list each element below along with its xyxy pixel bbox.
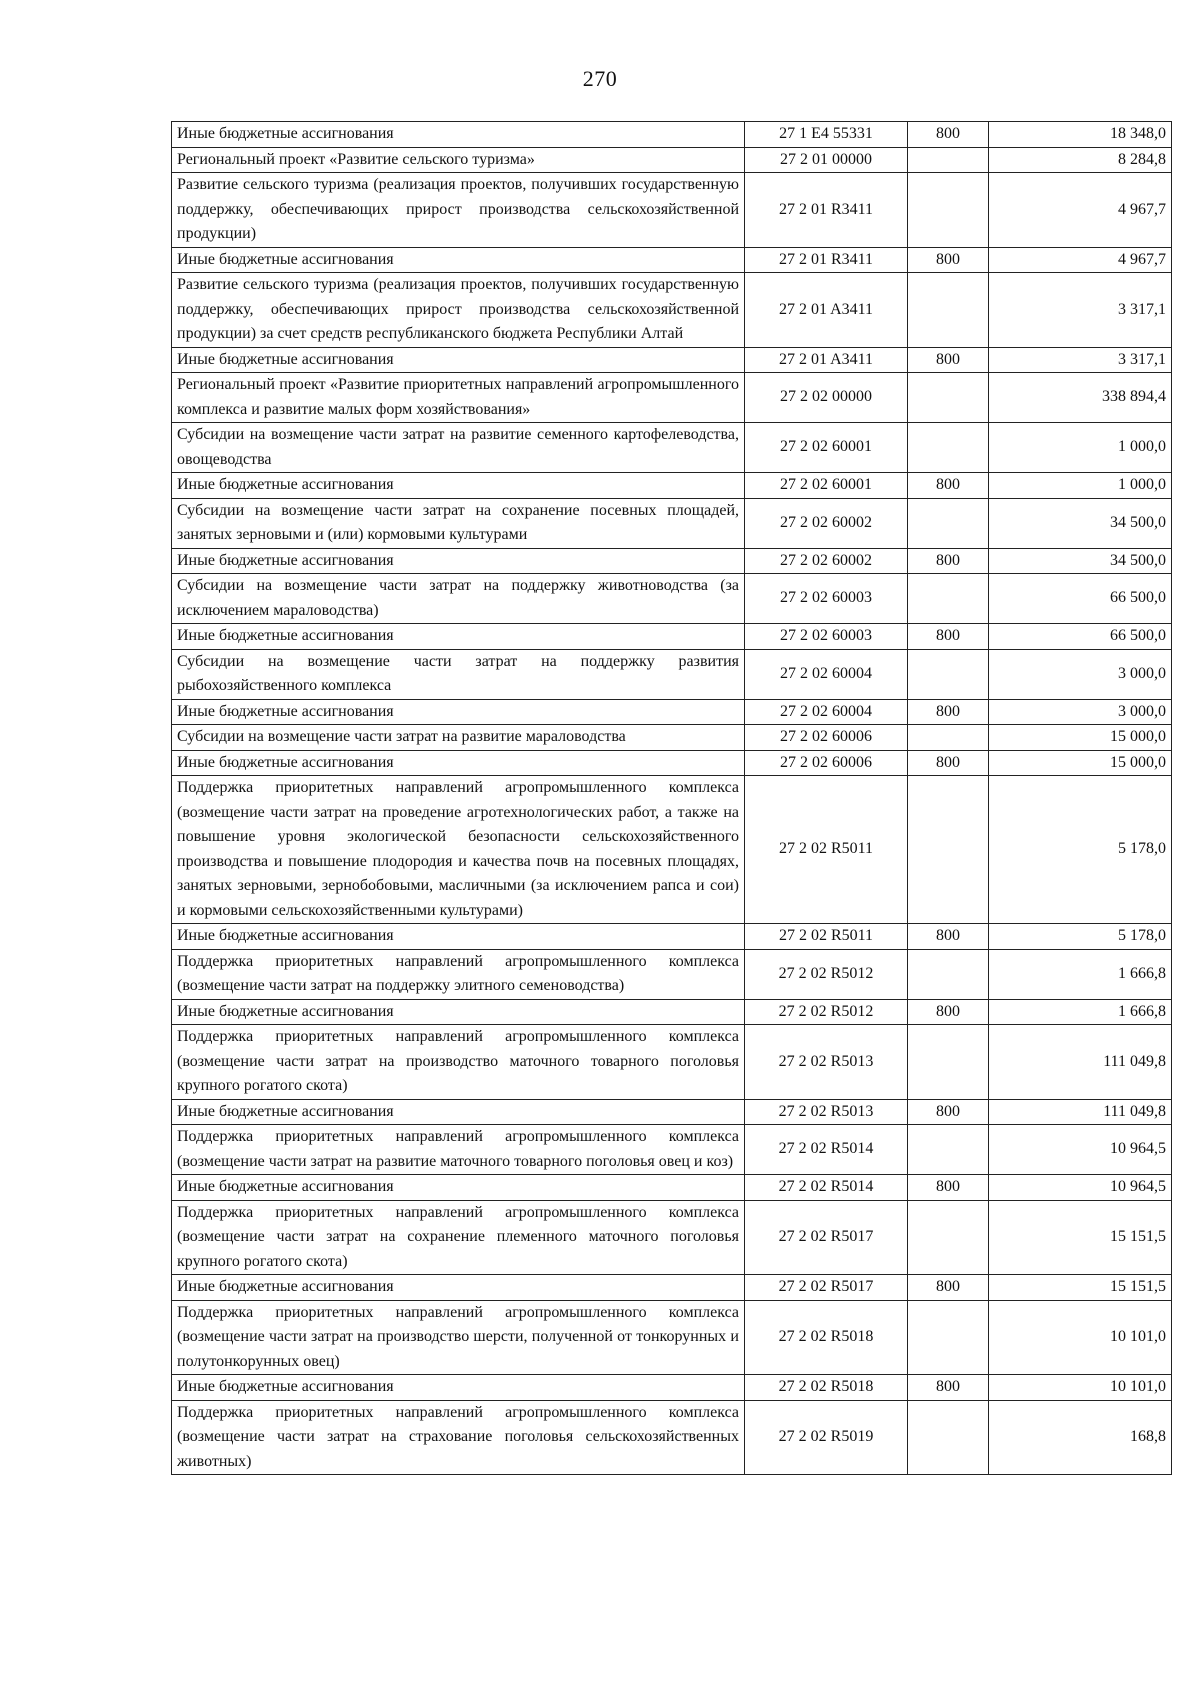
target-code: 27 2 02 R5013: [745, 1025, 908, 1100]
row-name: Поддержка приоритетных направлений агропромышленного комплекса (возмещение части затрат на страхование поголовья сельскохозяйственных животных): [172, 1400, 745, 1475]
table-row: [172, 498, 1172, 548]
row-name: Иные бюджетные ассигнования: [172, 924, 745, 950]
expense-type: [908, 1300, 989, 1375]
table-row: [172, 1125, 1172, 1175]
row-name: Иные бюджетные ассигнования: [172, 473, 745, 499]
row-name: Развитие сельского туризма (реализация проектов, получивших государственную поддержку, обеспечивающих прирост производства сельскохозяйственной продукции) за счет средств республиканского бюджета Республики Алтай: [172, 273, 745, 348]
row-name: Субсидии на возмещение части затрат на поддержку животноводства (за исключением мараловодства): [172, 574, 745, 624]
row-name: Поддержка приоритетных направлений агропромышленного комплекса (возмещение части затрат на развитие маточного товарного поголовья овец и коз): [172, 1125, 745, 1175]
target-code: 27 2 01 A3411: [745, 273, 908, 348]
amount: 34 500,0: [989, 498, 1172, 548]
expense-type: [908, 776, 989, 924]
amount: 10 964,5: [989, 1125, 1172, 1175]
table-row: [172, 1375, 1172, 1401]
expense-type: [908, 1200, 989, 1275]
table-row: [172, 725, 1172, 751]
target-code: 27 2 01 R3411: [745, 247, 908, 273]
amount: 66 500,0: [989, 624, 1172, 650]
amount: 3 000,0: [989, 699, 1172, 725]
row-name: Иные бюджетные ассигнования: [172, 347, 745, 373]
table-row: [172, 1099, 1172, 1125]
expense-type: 800: [908, 548, 989, 574]
table-row: [172, 1025, 1172, 1100]
amount: 1 000,0: [989, 473, 1172, 499]
target-code: 27 2 02 60004: [745, 699, 908, 725]
target-code: 27 2 02 R5011: [745, 924, 908, 950]
amount: 10 101,0: [989, 1300, 1172, 1375]
amount: 66 500,0: [989, 574, 1172, 624]
expense-type: [908, 1025, 989, 1100]
amount: 5 178,0: [989, 776, 1172, 924]
target-code: 27 2 02 R5013: [745, 1099, 908, 1125]
row-name: Региональный проект «Развитие сельского туризма»: [172, 147, 745, 173]
amount: 1 666,8: [989, 949, 1172, 999]
expense-type: [908, 273, 989, 348]
table-row: [172, 999, 1172, 1025]
expense-type: [908, 574, 989, 624]
target-code: 27 2 02 60001: [745, 423, 908, 473]
target-code: 27 2 02 R5018: [745, 1375, 908, 1401]
table-row: [172, 247, 1172, 273]
row-name: Иные бюджетные ассигнования: [172, 1099, 745, 1125]
target-code: 27 2 02 R5012: [745, 949, 908, 999]
expense-type: 800: [908, 699, 989, 725]
amount: 15 000,0: [989, 725, 1172, 751]
row-name: Иные бюджетные ассигнования: [172, 548, 745, 574]
amount: 4 967,7: [989, 173, 1172, 248]
table-row: [172, 1400, 1172, 1475]
amount: 168,8: [989, 1400, 1172, 1475]
expense-type: 800: [908, 122, 989, 148]
amount: 34 500,0: [989, 548, 1172, 574]
target-code: 27 2 02 60001: [745, 473, 908, 499]
expense-type: [908, 1125, 989, 1175]
target-code: 27 2 02 R5018: [745, 1300, 908, 1375]
expense-type: 800: [908, 624, 989, 650]
amount: 10 101,0: [989, 1375, 1172, 1401]
expense-type: 800: [908, 1375, 989, 1401]
expense-type: 800: [908, 999, 989, 1025]
row-name: Региональный проект «Развитие приоритетных направлений агропромышленного комплекса и развитие малых форм хозяйствования»: [172, 373, 745, 423]
table-row: [172, 699, 1172, 725]
target-code: 27 2 02 R5019: [745, 1400, 908, 1475]
table-row: [172, 574, 1172, 624]
amount: 338 894,4: [989, 373, 1172, 423]
row-name: Иные бюджетные ассигнования: [172, 1175, 745, 1201]
target-code: 27 2 02 R5017: [745, 1200, 908, 1275]
table-row: [172, 750, 1172, 776]
amount: 15 000,0: [989, 750, 1172, 776]
target-code: 27 2 02 R5017: [745, 1275, 908, 1301]
amount: 3 317,1: [989, 347, 1172, 373]
target-code: 27 2 02 60006: [745, 750, 908, 776]
table-row: [172, 273, 1172, 348]
expense-type: [908, 147, 989, 173]
budget-table-body: [172, 122, 1172, 1475]
expense-type: [908, 649, 989, 699]
table-row: [172, 1300, 1172, 1375]
amount: 8 284,8: [989, 147, 1172, 173]
row-name: Субсидии на возмещение части затрат на поддержку развития рыбохозяйственного комплекса: [172, 649, 745, 699]
expense-type: 800: [908, 1175, 989, 1201]
amount: 3 317,1: [989, 273, 1172, 348]
budget-allocation-table: [171, 121, 1172, 1475]
table-row: [172, 1175, 1172, 1201]
table-row: [172, 122, 1172, 148]
table-row: [172, 147, 1172, 173]
amount: 111 049,8: [989, 1099, 1172, 1125]
row-name: Иные бюджетные ассигнования: [172, 750, 745, 776]
table-row: [172, 373, 1172, 423]
expense-type: [908, 373, 989, 423]
amount: 10 964,5: [989, 1175, 1172, 1201]
row-name: Иные бюджетные ассигнования: [172, 1375, 745, 1401]
target-code: 27 2 02 R5014: [745, 1175, 908, 1201]
row-name: Иные бюджетные ассигнования: [172, 1275, 745, 1301]
amount: 15 151,5: [989, 1200, 1172, 1275]
table-row: [172, 1200, 1172, 1275]
table-row: [172, 173, 1172, 248]
amount: 111 049,8: [989, 1025, 1172, 1100]
row-name: Поддержка приоритетных направлений агропромышленного комплекса (возмещение части затрат на производство маточного товарного поголовья крупного рогатого скота): [172, 1025, 745, 1100]
expense-type: [908, 173, 989, 248]
expense-type: 800: [908, 750, 989, 776]
page-number: 270: [582, 66, 618, 91]
expense-type: 800: [908, 247, 989, 273]
target-code: 27 2 01 00000: [745, 147, 908, 173]
amount: 1 666,8: [989, 999, 1172, 1025]
expense-type: [908, 498, 989, 548]
table-row: [172, 548, 1172, 574]
expense-type: 800: [908, 473, 989, 499]
target-code: 27 2 02 60006: [745, 725, 908, 751]
table-row: [172, 423, 1172, 473]
row-name: Развитие сельского туризма (реализация проектов, получивших государственную поддержку, обеспечивающих прирост производства сельскохозяйственной продукции): [172, 173, 745, 248]
row-name: Субсидии на возмещение части затрат на развитие мараловодства: [172, 725, 745, 751]
row-name: Иные бюджетные ассигнования: [172, 122, 745, 148]
amount: 15 151,5: [989, 1275, 1172, 1301]
row-name: Иные бюджетные ассигнования: [172, 624, 745, 650]
table-row: [172, 924, 1172, 950]
expense-type: [908, 1400, 989, 1475]
target-code: 27 2 02 60002: [745, 548, 908, 574]
table-row: [172, 347, 1172, 373]
row-name: Поддержка приоритетных направлений агропромышленного комплекса (возмещение части затрат на производство шерсти, полученной от тонкорунных и полутонкорунных овец): [172, 1300, 745, 1375]
table-row: [172, 473, 1172, 499]
target-code: 27 1 E4 55331: [745, 122, 908, 148]
target-code: 27 2 02 60003: [745, 624, 908, 650]
target-code: 27 2 02 00000: [745, 373, 908, 423]
table-row: [172, 949, 1172, 999]
target-code: 27 2 01 R3411: [745, 173, 908, 248]
expense-type: [908, 949, 989, 999]
row-name: Иные бюджетные ассигнования: [172, 699, 745, 725]
amount: 18 348,0: [989, 122, 1172, 148]
table-row: [172, 776, 1172, 924]
expense-type: 800: [908, 1275, 989, 1301]
row-name: Субсидии на возмещение части затрат на развитие семенного картофелеводства, овощеводства: [172, 423, 745, 473]
target-code: 27 2 02 60004: [745, 649, 908, 699]
target-code: 27 2 02 60002: [745, 498, 908, 548]
expense-type: [908, 725, 989, 751]
row-name: Поддержка приоритетных направлений агропромышленного комплекса (возмещение части затрат на проведение агротехнологических работ, а также на повышение уровня экологической безопасности сельскохозяйственного производства и повышение плодородия и качества почв на посевных площадях, занятых зерновыми, зернобобовыми, масличными (за исключением рапса и сои) и кормовыми сельскохозяйственными культурами): [172, 776, 745, 924]
table-row: [172, 1275, 1172, 1301]
table-row: [172, 649, 1172, 699]
target-code: 27 2 02 60003: [745, 574, 908, 624]
row-name: Поддержка приоритетных направлений агропромышленного комплекса (возмещение части затрат на сохранение племенного маточного поголовья крупного рогатого скота): [172, 1200, 745, 1275]
target-code: 27 2 02 R5012: [745, 999, 908, 1025]
expense-type: 800: [908, 924, 989, 950]
table-row: [172, 624, 1172, 650]
expense-type: 800: [908, 347, 989, 373]
amount: 3 000,0: [989, 649, 1172, 699]
target-code: 27 2 02 R5014: [745, 1125, 908, 1175]
row-name: Иные бюджетные ассигнования: [172, 247, 745, 273]
amount: 4 967,7: [989, 247, 1172, 273]
amount: 5 178,0: [989, 924, 1172, 950]
row-name: Поддержка приоритетных направлений агропромышленного комплекса (возмещение части затрат на поддержку элитного семеноводства): [172, 949, 745, 999]
target-code: 27 2 02 R5011: [745, 776, 908, 924]
expense-type: 800: [908, 1099, 989, 1125]
amount: 1 000,0: [989, 423, 1172, 473]
row-name: Иные бюджетные ассигнования: [172, 999, 745, 1025]
target-code: 27 2 01 A3411: [745, 347, 908, 373]
expense-type: [908, 423, 989, 473]
row-name: Субсидии на возмещение части затрат на сохранение посевных площадей, занятых зерновыми и (или) кормовыми культурами: [172, 498, 745, 548]
